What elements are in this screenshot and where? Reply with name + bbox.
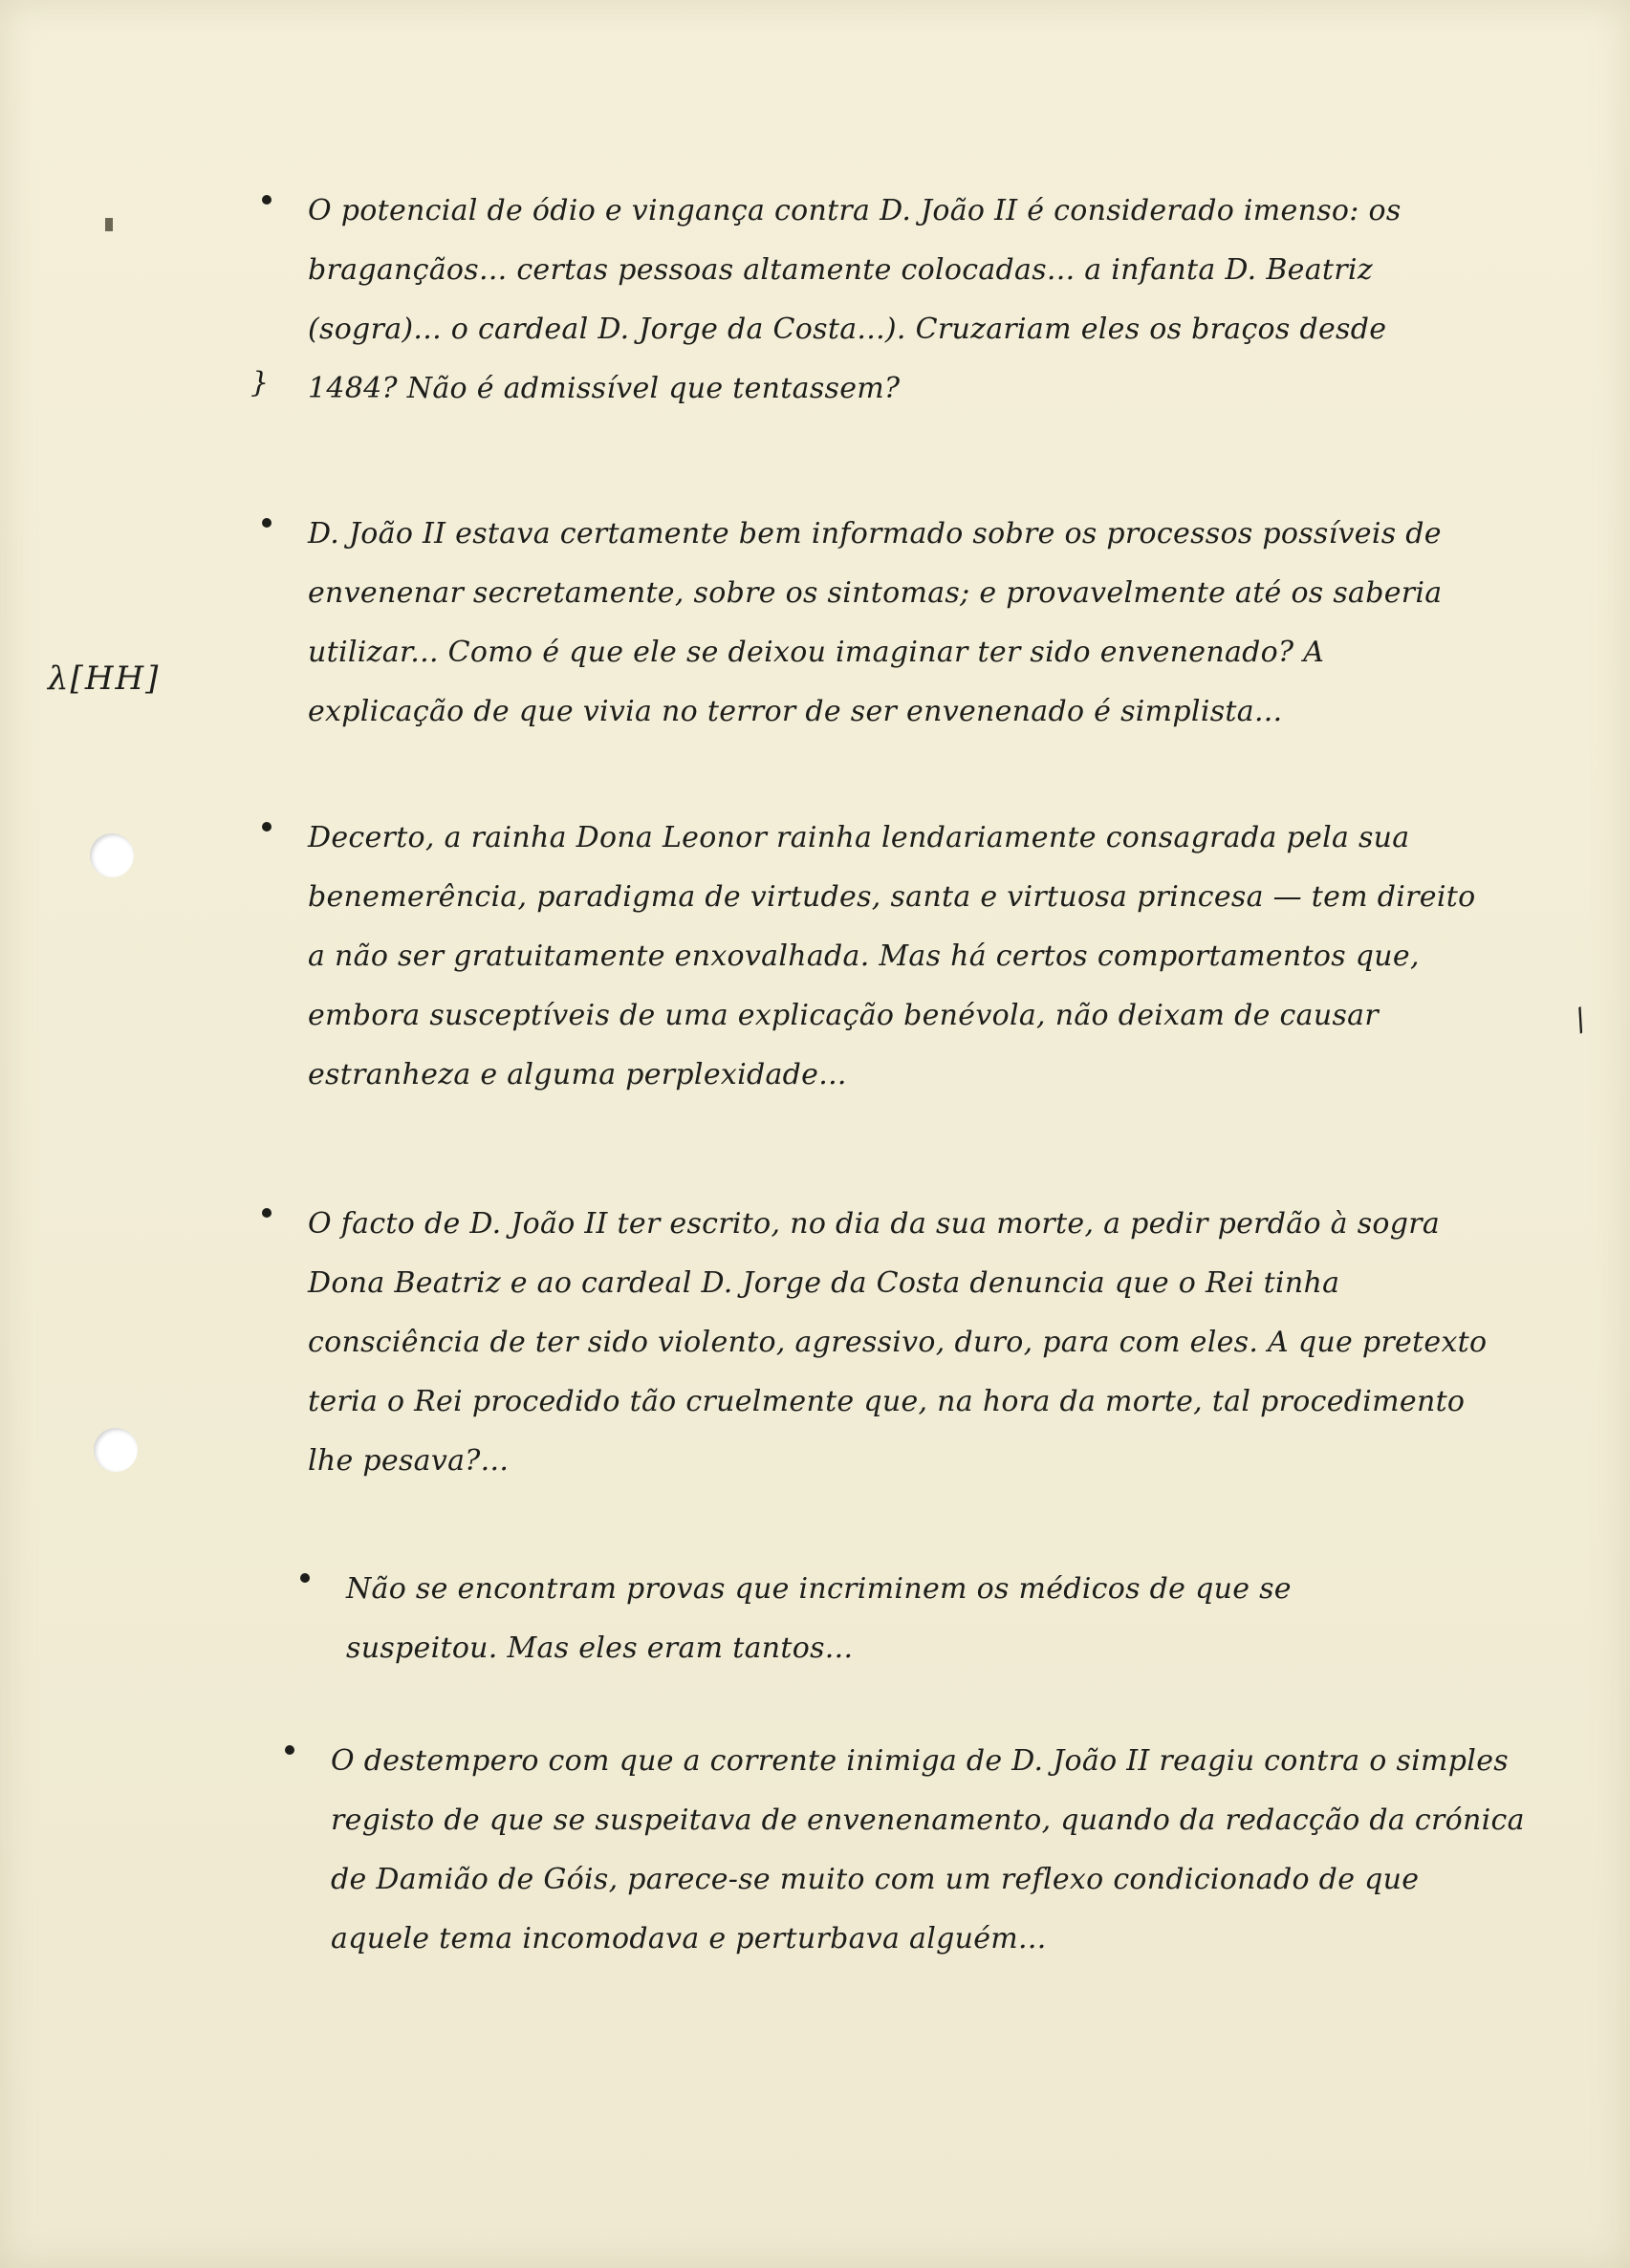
note-item — [346, 1560, 1426, 1678]
bracket-mark: } — [250, 366, 270, 400]
note-item — [308, 505, 1484, 742]
bullet-icon — [262, 822, 272, 832]
stray-pen-mark — [105, 218, 113, 231]
bullet-icon — [262, 518, 272, 528]
note-text: Decerto, a rainha Dona Leonor rainha lendariamente consagrada pela sua benemerência, paradigma de virtudes, santa e virtuosa princesa — tem direito a não ser gratuitamente enxovalhada. Mas há certos comportamentos que, embora susceptíveis de uma explicação benévola, não deixam de causar estranheza e alguma perplexidade... — [308, 821, 1476, 1091]
note-item — [308, 809, 1484, 1105]
bullet-icon — [285, 1745, 294, 1755]
note-item — [308, 182, 1474, 419]
bullet-icon — [262, 1208, 272, 1218]
bullet-icon — [300, 1573, 310, 1583]
note-text: Não se encontram provas que incriminem os médicos de que se suspeitou. Mas eles eram tantos... — [346, 1572, 1292, 1665]
note-text: D. João II estava certamente bem informado sobre os processos possíveis de envenenar secretamente, sobre os sintomas; e provavelmente até os saberia utilizar... Como é que ele se deixou imaginar ter sido envenenado? A explicação de que vivia no terror de ser envenenado é simplista... — [308, 517, 1443, 728]
note-item — [308, 1195, 1512, 1491]
margin-note: λ[HH] — [48, 659, 161, 698]
note-text: O destempero com que a corrente inimiga de D. João II reagiu contra o simples registo de que se suspeitava de envenenamento, quando da redacção da crónica de Damião de Góis, parece-se muito com um reflexo condicionado de que aquele tema incomodava e perturbava alguém... — [331, 1744, 1525, 1955]
note-item — [331, 1732, 1526, 1969]
note-text: O facto de D. João II ter escrito, no dia da sua morte, a pedir perdão à sogra Dona Beatriz e ao cardeal D. Jorge da Costa denuncia que o Rei tinha consciência de ter sido violento, agressivo, duro, para com eles. A que pretexto teria o Rei procedido tão cruelmente que, na hora da morte, tal procedimento lhe pesava?... — [308, 1207, 1488, 1478]
bullet-icon — [262, 195, 272, 205]
stray-pen-mark: / — [1567, 1003, 1594, 1038]
note-text: O potencial de ódio e vingança contra D. João II é considerado imenso: os bragançãos... certas pessoas altamente colocadas... a infanta D. Beatriz (sogra)... o cardeal D. Jorge da Costa...). Cruzariam eles os braços desde 1484? Não é admissível que tentassem? — [308, 194, 1402, 405]
